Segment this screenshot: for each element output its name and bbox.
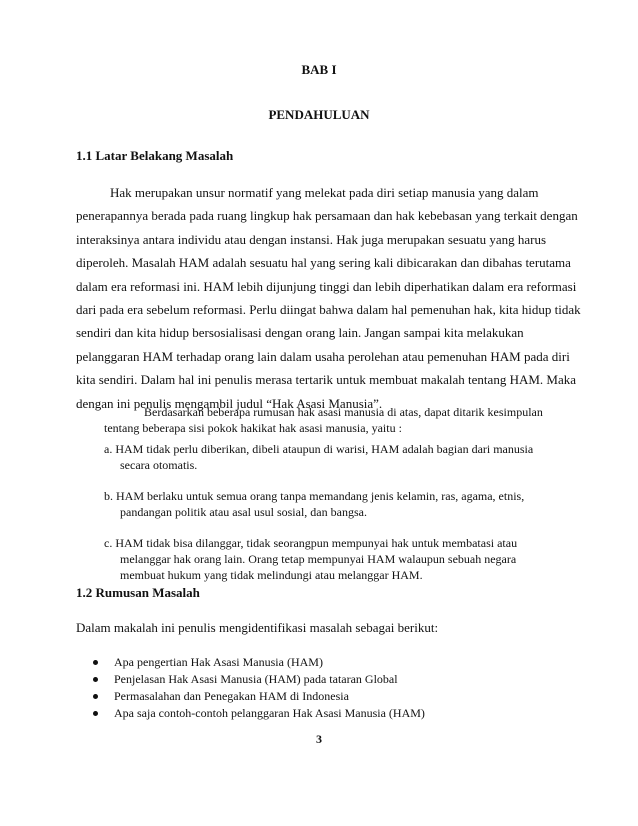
bullet-icon [93,711,98,716]
point-item-a [104,441,564,473]
paragraph-line: pelanggaran HAM terhadap orang lain dalam usaha perolehan atau pemenuhan HAM pada diri [76,348,570,364]
point-line: membuat hukum yang tidak melindungi atau melanggar HAM. [120,568,423,582]
paragraph-line: diperoleh. Masalah HAM adalah sesuatu hal yang sering kali dibicarakan dan dibahas terutama [76,255,571,271]
summary-paragraph [104,404,564,436]
section-heading-rumusan-masalah: 1.2 Rumusan Masalah [76,585,200,600]
paragraph-line: Hak merupakan unsur normatif yang melekat pada diri setiap manusia yang dalam [110,185,539,200]
bullet-text: Penjelasan Hak Asasi Manusia (HAM) pada tataran Global [114,672,398,686]
page-number: 3 [316,732,322,746]
summary-line: tentang beberapa sisi pokok hakikat hak asasi manusia, yaitu : [104,421,402,435]
list-item [90,688,425,705]
chapter-title: PENDAHULUAN [268,107,370,122]
problem-bullet-list [90,654,425,722]
paragraph-line: penerapannya berada pada ruang lingkup hak persamaan dan hak kebebasan yang terkait dengan [76,208,578,224]
paragraph-line: dengan ini penulis mengambil judul “Hak Asasi Manusia”. [76,395,383,411]
point-item-c [104,535,564,583]
point-line: c. HAM tidak bisa dilanggar, tidak seorangpun mempunyai hak untuk membatasi atau [104,536,518,550]
paragraph-line: kita sendiri. Dalam hal ini penulis merasa tertarik untuk membuat makalah tentang HAM. Maka [76,372,576,388]
point-line: pandangan politik atau asal usul sosial, dan bangsa. [120,505,367,519]
paragraph-line: sendiri dan kita hidup bersosialisasi dengan orang lain. Jangan sampai kita melakukan [76,325,524,341]
paragraph-line: dalam era reformasi ini. HAM lebih dijunjung tinggi dan lebih diperhatikan dalam era reformasi [76,278,577,294]
point-item-b [104,488,564,520]
section-heading-latar-belakang: 1.1 Latar Belakang Masalah [76,148,234,163]
list-item [90,705,425,722]
chapter-label: BAB I [301,62,337,77]
point-line: a. HAM tidak perlu diberikan, dibeli ataupun di warisi, HAM adalah bagian dari manusia [104,442,534,456]
point-line: b. HAM berlaku untuk semua orang tanpa memandang jenis kelamin, ras, agama, etnis, [104,489,525,503]
bullet-icon [93,660,98,665]
bullet-text: Permasalahan dan Penegakan HAM di Indonesia [114,689,349,703]
summary-line: Berdasarkan beberapa rumusan hak asasi manusia di atas, dapat ditarik kesimpulan [144,405,543,419]
bullet-icon [93,677,98,682]
background-paragraph [76,181,581,415]
point-line: secara otomatis. [120,458,198,472]
bullet-icon [93,694,98,699]
problem-intro: Dalam makalah ini penulis mengidentifikasi masalah sebagai berikut: [76,620,439,635]
paragraph-line: interaksinya antara individu atau dengan instansi. Hak juga merupakan sesuatu yang harus [76,231,547,247]
bullet-text: Apa pengertian Hak Asasi Manusia (HAM) [114,655,323,669]
bullet-text: Apa saja contoh-contoh pelanggaran Hak Asasi Manusia (HAM) [114,706,425,720]
paragraph-line: dari pada era sebelum reformasi. Perlu diingat bahwa dalam hal pemenuhan hak, kita hidup tidak [76,301,581,317]
list-item [90,671,425,688]
point-line: melanggar hak orang lain. Orang tetap mempunyai HAM walaupun sebuah negara [120,552,517,566]
list-item [90,654,425,671]
